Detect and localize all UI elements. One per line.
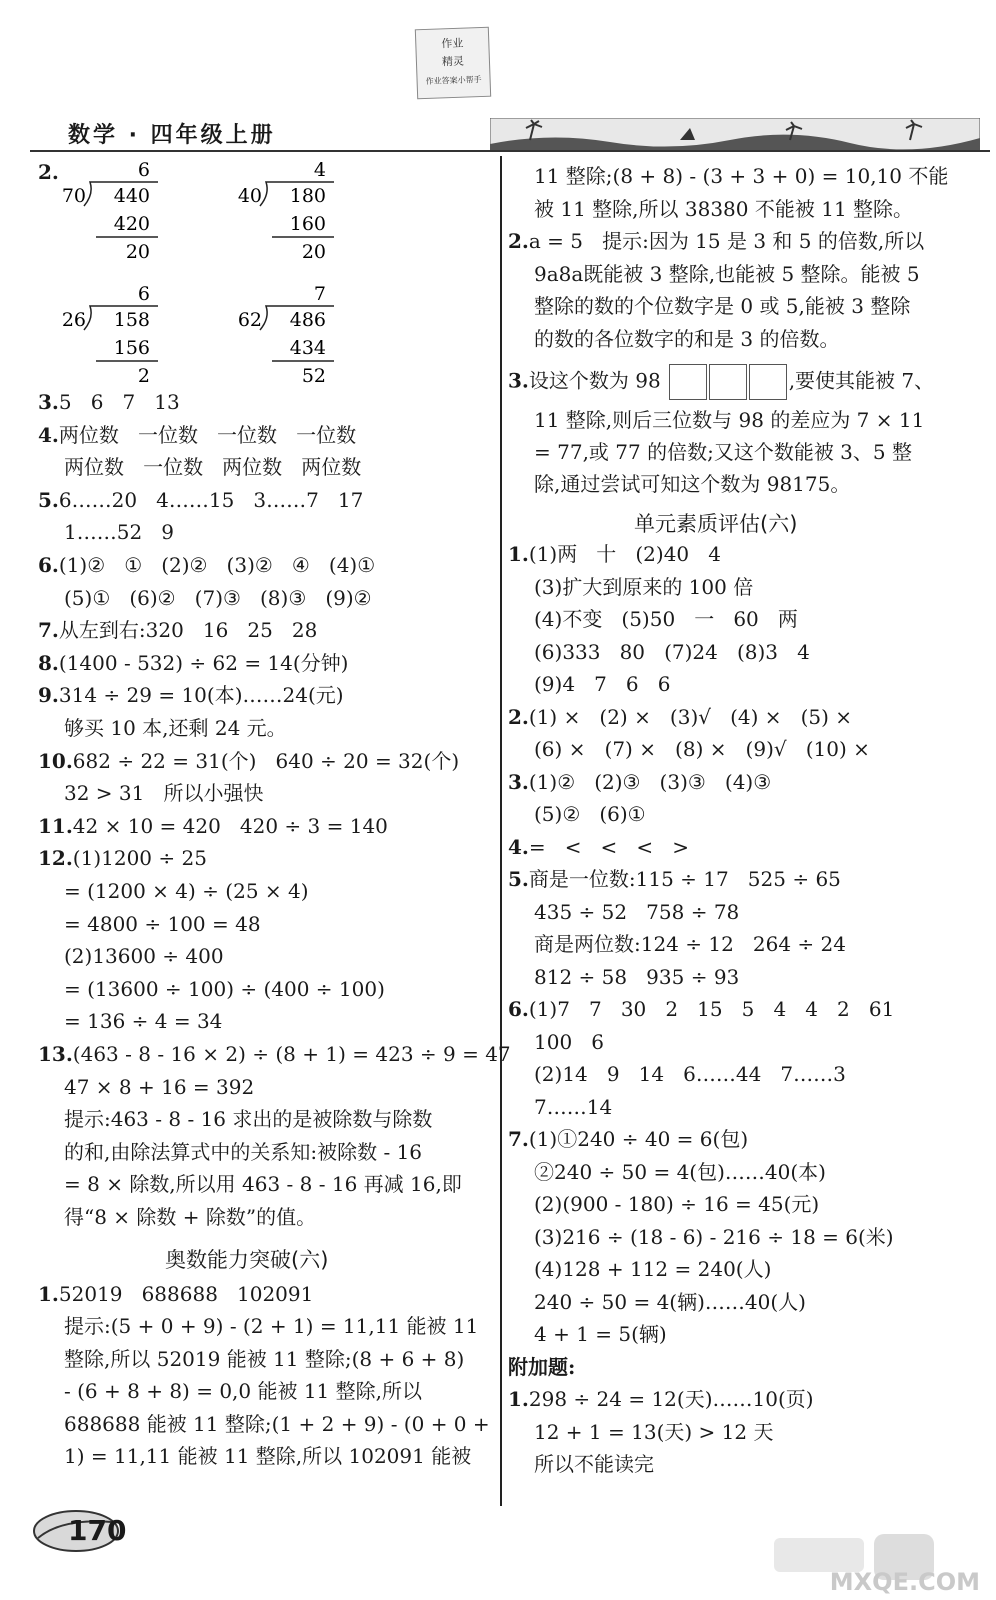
answer-text: (5)① (6)② (7)③ (8)③ (9)② — [64, 585, 372, 610]
answer-text: 682 ÷ 22 = 31(个) 640 ÷ 20 = 32(个) — [72, 748, 460, 773]
question-number: 7. — [38, 618, 59, 643]
answer-text: 11 整除;(8 + 8) - (3 + 3 + 0) = 10,10 不能 — [534, 164, 949, 188]
answer-text: 1……52 9 — [64, 520, 174, 545]
answer-line — [534, 640, 810, 664]
answer-line — [64, 1172, 462, 1196]
answer-text: (1) × (2) × (3)√ (4) × (5) × — [528, 704, 853, 729]
stamp-line-2: 精灵 — [441, 54, 465, 69]
decorative-banner — [490, 118, 980, 152]
app-stamp-logo — [415, 27, 491, 100]
answer-text: = 8 × 除数,所以用 463 - 8 - 16 再减 16,即 — [64, 1172, 462, 1197]
answer-text: 52019 688688 102091 — [58, 1282, 314, 1306]
column-divider — [500, 156, 502, 1506]
answer-line — [38, 488, 363, 512]
answer-text: (1)② ① (2)② (3)② ④ (4)① — [58, 553, 376, 577]
answer-line — [508, 1387, 814, 1411]
answer-line — [534, 965, 739, 989]
answer-text: (6)333 80 (7)24 (8)3 4 — [534, 639, 810, 664]
division-divisor: 26 — [62, 309, 86, 331]
answer-line — [508, 835, 689, 859]
answer-line — [64, 1444, 471, 1468]
division-dividend: 180 — [289, 185, 326, 207]
answer-text: (1)两 十 (2)40 4 — [528, 542, 721, 566]
answer-line — [534, 1290, 806, 1314]
answer-text: 整除的数的个位数字是 0 或 5,能被 3 整除 — [534, 294, 911, 319]
answer-line — [508, 1355, 575, 1379]
answer-line — [534, 1095, 612, 1119]
answer-text: (2)(900 - 180) ÷ 16 = 45(元) — [534, 1192, 820, 1216]
answer-line — [534, 1452, 654, 1476]
question-number: 2. — [508, 229, 529, 254]
answer-text: (2)14 9 14 6……44 7……3 — [534, 1062, 846, 1086]
division-remainder: 20 — [301, 241, 326, 263]
answer-text: = (13600 ÷ 100) ÷ (400 ÷ 100) — [64, 976, 385, 1001]
answer-line: 11 整除,则后三位数与 98 的差应为 7 × 11 — [534, 408, 925, 432]
answer-line — [38, 814, 388, 838]
answer-text: 9a8a既能被 3 整除,也能被 5 整除。能被 5 — [534, 261, 920, 286]
answer-line — [534, 575, 753, 599]
answer-text: (4)128 + 112 = 240(人) — [534, 1257, 772, 1281]
question-number: 7. — [508, 1127, 529, 1151]
answer-line — [64, 1314, 478, 1338]
question-number: 5. — [38, 487, 59, 512]
question-number: 6. — [38, 553, 59, 577]
answer-line — [64, 1412, 490, 1436]
answer-text: ②240 ÷ 50 = 4(包)……40(本) — [534, 1159, 826, 1184]
answer-line — [508, 364, 934, 400]
question-number: 附加题: — [508, 1354, 576, 1379]
answer-line — [534, 932, 846, 956]
question-number: 3. — [508, 769, 529, 794]
answer-text: = (1200 × 4) ÷ (25 × 4) — [64, 879, 309, 903]
question-number: 5. — [508, 867, 529, 891]
answer-text: 设这个数为 98 — [528, 368, 661, 393]
long-division — [238, 282, 348, 394]
answer-text: 298 ÷ 24 = 12(天)……10(页) — [528, 1387, 814, 1411]
question-number: 8. — [38, 650, 59, 675]
answer-text: (1)1200 ÷ 25 — [72, 846, 207, 871]
division-divisor: 40 — [238, 185, 262, 207]
answer-text: 7……14 — [534, 1094, 613, 1119]
division-dividend: 440 — [113, 185, 150, 207]
answer-line — [534, 900, 739, 924]
answer-line — [38, 618, 317, 642]
long-division — [62, 158, 172, 270]
answer-text: (4)不变 (5)50 一 60 两 — [534, 607, 798, 631]
answer-line — [534, 1192, 819, 1216]
answer-line — [38, 846, 207, 870]
question-number: 3. — [508, 368, 529, 393]
answer-text: (3)扩大到原来的 100 倍 — [534, 574, 754, 599]
answer-line — [38, 651, 349, 675]
question-number: 4. — [508, 834, 529, 859]
division-remainder: 52 — [301, 365, 326, 387]
answer-line — [64, 944, 224, 968]
answer-line — [534, 327, 839, 351]
answer-text: 所以不能读完 — [534, 1452, 654, 1476]
question-number: 2. — [38, 160, 59, 184]
answer-text: 688688 能被 11 整除;(1 + 2 + 9) - (0 + 0 + — [64, 1411, 490, 1436]
answer-line — [38, 160, 59, 184]
division-product: 156 — [113, 337, 150, 359]
answer-line — [64, 1205, 316, 1229]
answer-text: 的和,由除法算式中的关系知:被除数 - 16 — [64, 1139, 423, 1164]
answer-text: 两位数 一位数 两位数 两位数 — [64, 455, 362, 480]
division-quotient: 4 — [313, 159, 326, 181]
answer-line — [64, 716, 287, 740]
division-dividend: 158 — [113, 309, 150, 331]
answer-line — [508, 1127, 748, 1151]
answer-line — [508, 229, 924, 253]
answer-text: 提示:(5 + 0 + 9) - (2 + 1) = 11,11 能被 11 — [64, 1314, 479, 1339]
division-quotient: 7 — [313, 283, 326, 305]
answer-line — [64, 1140, 422, 1164]
answer-line — [508, 867, 841, 891]
answer-text: ,要使其能被 7、 — [788, 368, 935, 393]
answer-line — [534, 1322, 667, 1346]
answer-line — [534, 737, 870, 761]
question-number: 1. — [508, 542, 529, 566]
answer-line — [508, 997, 894, 1021]
header-rule — [30, 150, 990, 152]
answer-text: 314 ÷ 29 = 10(本)……24(元) — [58, 683, 344, 708]
division-product: 434 — [289, 337, 326, 359]
answer-text: 5 6 7 13 — [58, 390, 180, 414]
answer-line: = 77,或 77 的倍数;又这个数能被 3、5 整 — [534, 440, 912, 464]
answer-text: 提示:463 - 8 - 16 求出的是被除数与除数 — [64, 1107, 433, 1132]
answer-line — [64, 1107, 432, 1131]
answer-line — [64, 977, 385, 1001]
answer-text: 812 ÷ 58 935 ÷ 93 — [534, 964, 740, 989]
question-number: 6. — [508, 997, 529, 1021]
division-remainder: 2 — [137, 365, 150, 387]
answer-text: (2)13600 ÷ 400 — [64, 944, 224, 969]
answer-line — [38, 553, 375, 577]
answer-line — [534, 294, 910, 318]
answer-text: (463 - 8 - 16 × 2) ÷ (8 + 1) = 423 ÷ 9 = 47 — [72, 1042, 511, 1066]
answer-line — [508, 542, 721, 566]
answer-line: 除,通过尝试可知这个数为 98175。 — [534, 472, 851, 496]
answer-line — [64, 455, 361, 479]
answer-line — [64, 781, 263, 805]
answer-line — [38, 390, 180, 414]
answer-line — [38, 1282, 313, 1306]
answer-text: 商是一位数:115 ÷ 17 525 ÷ 65 — [528, 867, 841, 891]
question-number: 12. — [38, 846, 73, 871]
answer-text: 整除,所以 52019 能被 11 整除;(8 + 6 + 8) — [64, 1346, 465, 1371]
question-number: 4. — [38, 422, 59, 447]
answer-text: 4 + 1 = 5(辆) — [534, 1322, 667, 1346]
answer-text: (9)4 7 6 6 — [534, 672, 671, 696]
question-number: 1. — [38, 1282, 59, 1306]
answer-text: (1400 - 532) ÷ 62 = 14(分钟) — [58, 650, 349, 675]
page-number: 170 — [68, 1514, 127, 1547]
division-quotient: 6 — [137, 283, 150, 305]
long-division — [238, 158, 348, 270]
answer-text: 的数的各位数字的和是 3 的倍数。 — [534, 327, 840, 351]
watermark-url: MXQE.COM — [829, 1568, 980, 1596]
answer-text: 商是两位数:124 ÷ 12 264 ÷ 24 — [534, 932, 847, 956]
question-number: 1. — [508, 1387, 529, 1411]
answer-text: (6) × (7) × (8) × (9)√ (10) × — [534, 737, 870, 761]
answer-line — [38, 423, 356, 447]
blank-digit-box — [669, 364, 707, 400]
answer-line — [64, 1379, 422, 1403]
question-number: 11. — [38, 813, 73, 838]
answer-text: 两位数 一位数 一位数 一位数 — [58, 422, 357, 447]
answer-text: (1)①240 ÷ 40 = 6(包) — [528, 1127, 749, 1151]
division-product: 160 — [289, 213, 326, 235]
answer-text: (3)216 ÷ (18 - 6) - 216 ÷ 18 = 6(米) — [534, 1224, 894, 1249]
answer-line — [534, 1062, 846, 1086]
answer-text: 47 × 8 + 16 = 392 — [64, 1074, 255, 1099]
answer-line — [534, 802, 646, 826]
long-division — [62, 282, 172, 394]
answer-text: 被 11 整除,所以 38380 不能被 11 整除。 — [534, 196, 914, 221]
answer-line — [38, 683, 344, 707]
answer-text: 240 ÷ 50 = 4(辆)……40(人) — [534, 1289, 806, 1314]
question-number: 10. — [38, 748, 73, 773]
answer-text: (1)② (2)③ (3)③ (4)③ — [528, 769, 772, 794]
answer-line — [64, 520, 174, 544]
answer-line — [64, 912, 261, 936]
answer-line — [534, 262, 920, 286]
answer-text: 100 6 — [534, 1029, 604, 1054]
division-remainder: 20 — [125, 241, 150, 263]
division-dividend: 486 — [289, 309, 326, 331]
division-divisor: 70 — [62, 185, 86, 207]
answer-text: 6……20 4……15 3……7 17 — [58, 487, 364, 512]
division-divisor: 62 — [238, 309, 262, 331]
answer-line — [534, 1257, 771, 1281]
answer-line — [534, 197, 913, 221]
answer-text: 32 > 31 所以小强快 — [64, 781, 264, 806]
answer-line — [38, 1042, 511, 1066]
question-number: 2. — [508, 704, 529, 729]
answer-text: - (6 + 8 + 8) = 0,0 能被 11 整除,所以 — [64, 1379, 422, 1404]
answer-line — [534, 672, 670, 696]
answer-line — [534, 1030, 604, 1054]
answer-line — [508, 705, 852, 729]
answer-line — [64, 1075, 254, 1099]
question-number: 9. — [38, 683, 59, 708]
answer-text: = 136 ÷ 4 = 34 — [64, 1009, 223, 1034]
answer-text: (5)② (6)① — [534, 802, 646, 826]
answer-text: (1)7 7 30 2 15 5 4 4 2 61 — [528, 997, 895, 1021]
answer-line — [534, 1225, 894, 1249]
answer-text: 得“8 × 除数 + 除数”的值。 — [64, 1205, 317, 1229]
blank-digit-box — [709, 364, 747, 400]
answer-line — [64, 879, 309, 903]
answer-text: = < < < > — [528, 834, 689, 859]
answer-text: 12 + 1 = 13(天) > 12 天 — [534, 1419, 774, 1444]
answer-text: 42 × 10 = 420 420 ÷ 3 = 140 — [72, 813, 388, 838]
answer-text: a = 5 提示:因为 15 是 3 和 5 的倍数,所以 — [528, 229, 925, 254]
blank-digit-box — [749, 364, 787, 400]
section-title-olympiad: 奥数能力突破(六) — [165, 1248, 329, 1272]
answer-line — [64, 586, 372, 610]
question-number: 3. — [38, 390, 59, 414]
division-quotient: 6 — [137, 159, 150, 181]
section-title-unit-assessment: 单元素质评估(六) — [634, 512, 798, 536]
answer-line — [534, 1420, 773, 1444]
answer-text: 435 ÷ 52 758 ÷ 78 — [534, 899, 740, 924]
stamp-line-1: 作业 — [441, 36, 464, 51]
answer-line — [534, 1160, 826, 1184]
stamp-line-3: 作业答案小帮手 — [425, 75, 482, 86]
answer-text: 从左到右:320 16 25 28 — [58, 618, 318, 643]
answer-line — [64, 1009, 222, 1033]
division-product: 420 — [113, 213, 150, 235]
answer-text: = 4800 ÷ 100 = 48 — [64, 911, 261, 936]
answer-line — [508, 770, 771, 794]
answer-line — [534, 164, 948, 188]
page-title: 数学 · 四年级上册 — [68, 123, 276, 148]
answer-line — [534, 607, 798, 631]
answer-line — [38, 749, 459, 773]
answer-line — [64, 1347, 464, 1371]
question-number: 13. — [38, 1042, 73, 1066]
answer-text: 1) = 11,11 能被 11 整除,所以 102091 能被 — [64, 1444, 472, 1468]
answer-text: 够买 10 本,还剩 24 元。 — [64, 716, 287, 740]
